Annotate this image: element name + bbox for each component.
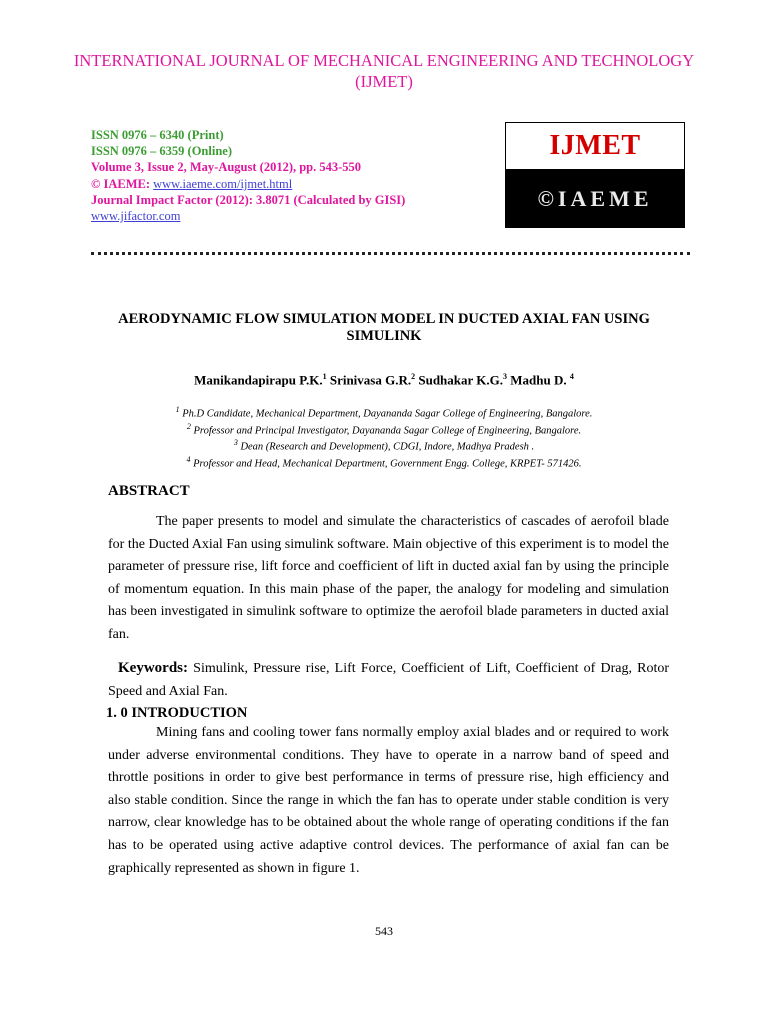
jifactor-link[interactable]: www.jifactor.com — [91, 209, 181, 224]
affiliation-sup: 4 — [186, 454, 191, 464]
intro-body — [108, 722, 669, 880]
affiliation-text: Dean (Research and Development), CDGI, Indore, Madhya Pradesh . — [237, 441, 535, 453]
keywords-label: Keywords: — [118, 660, 188, 676]
issn-online: ISSN 0976 – 6359 (Online) — [91, 144, 232, 159]
author-sup: 1 — [322, 372, 327, 381]
affiliation-sup: 3 — [233, 438, 238, 447]
affiliation-item — [100, 404, 668, 421]
ijmet-logo: IJMET — [505, 122, 685, 170]
author-sup: 2 — [411, 372, 416, 381]
abstract-heading: ABSTRACT — [108, 483, 190, 499]
impact-factor: Journal Impact Factor (2012): 3.8071 (Calculated by GISI) — [91, 192, 406, 207]
keywords-text: Simulink, Pressure rise, Lift Force, Coefficient of Lift, Coefficient of Drag, Rotor Speed and Axial Fan. — [108, 661, 669, 699]
affiliation-item — [100, 454, 668, 471]
issn-print: ISSN 0976 – 6340 (Print) — [91, 128, 224, 142]
affiliation-item — [100, 421, 668, 438]
affiliation-sup: 2 — [186, 421, 191, 431]
authors-line — [100, 372, 668, 388]
journal-info — [91, 127, 491, 224]
keywords — [108, 657, 669, 703]
author-sup: 4 — [569, 372, 574, 381]
iaeme-prefix: © IAEME: — [91, 176, 154, 191]
affiliations — [100, 404, 668, 470]
affiliation-item — [100, 437, 668, 454]
iaeme-badge: ©IAEME — [505, 170, 685, 228]
affiliation-sup: 1 — [175, 405, 180, 414]
journal-title: INTERNATIONAL JOURNAL OF MECHANICAL ENGINEERING AND TECHNOLOGY (IJMET) — [73, 51, 695, 91]
page-number: 543 — [375, 924, 393, 938]
author-name: Sudhakar K.G. — [418, 372, 504, 388]
abstract-text: The paper presents to model and simulate the characteristics of cascades of aerofoil blade for the Ducted Axial Fan using simulink software. Main objective of this experiment is to model the parameter of pressure rise, lift force and coefficient of lift in ducted axial fan by using the principle of momentum equation. In this main phase of the paper, the analogy for modeling and simulation has been investigated in simulink software to optimize the aerofoil blade parameters in ducted axial fan. — [108, 514, 669, 642]
affiliation-text: Professor and Principal Investigator, Dayananda Sagar College of Engineering, Bangalore. — [190, 425, 582, 436]
iaeme-line — [91, 176, 491, 192]
iaeme-link[interactable]: www.iaeme.com/ijmet.html — [153, 176, 293, 191]
paper-title: AERODYNAMIC FLOW SIMULATION MODEL IN DUCTED AXIAL FAN USING SIMULINK — [118, 311, 650, 344]
author-sup: 3 — [503, 372, 508, 381]
intro-heading: 1. 0 INTRODUCTION — [106, 705, 248, 721]
author-name: Manikandapirapu P.K. — [194, 372, 323, 388]
affiliation-text: Ph.D Candidate, Mechanical Department, Dayananda Sagar College of Engineering, Bangalore. — [179, 408, 593, 420]
author-name: Madhu D. — [510, 372, 570, 388]
intro-text: Mining fans and cooling tower fans normally employ axial blades and or required to work under adverse environmental conditions. They have to operate in a narrow band of speed and throttle positions in order to give best performance in terms of pressure rise, high efficiency and also stable condition. Since the range in which the fan has to operate under stable condition is very narrow, clear knowledge has to be obtained about the whole range of operating conditions if the fan has to be operated using active adaptive control devices. The performance of axial fan can be graphically represented as shown in figure 1. — [108, 725, 669, 876]
volume-info: Volume 3, Issue 2, May-August (2012), pp. 543-550 — [91, 160, 362, 175]
abstract-body — [108, 511, 669, 647]
affiliation-text: Professor and Head, Mechanical Department, Government Engg. College, KRPET- 571426. — [190, 458, 582, 469]
dotted-separator — [91, 252, 690, 255]
author-name: Srinivasa G.R. — [329, 372, 412, 388]
